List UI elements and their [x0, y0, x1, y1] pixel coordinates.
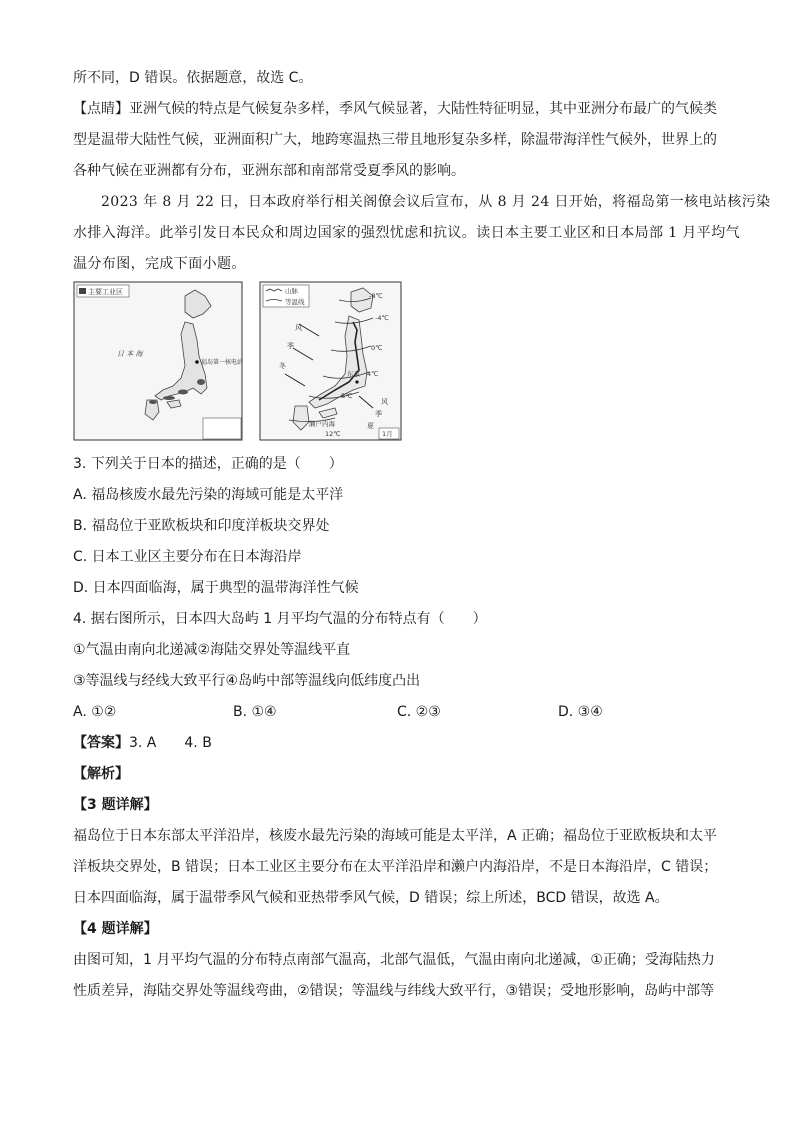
summer-wind-label: 季	[375, 410, 382, 418]
tip-paragraph-line: 型是温带大陆性气候，亚洲面积广大，地跨寒温热三带且地形复杂多样，除温带海洋性气候外，世界上的	[73, 132, 717, 148]
industrial-zone-mark	[178, 390, 188, 395]
answer-line	[73, 733, 212, 753]
isotherm-label: 0℃	[371, 344, 383, 352]
tip-paragraph-line: 各种气候在亚洲都有分布，亚洲东部和南部常受夏季风的影响。	[73, 163, 465, 179]
legend-mountain-label: 山脉	[285, 287, 298, 295]
question-4-statements: ①气温由南向北递减②海陆交界处等温线平直	[73, 642, 351, 658]
detail-4-line: 由图可知，1 月平均气温的分布特点南部气温高，北部气温低，气温由南向北递减，①正确；受海陆热力	[73, 952, 715, 968]
answer-text: 3. A 4. B	[129, 735, 212, 751]
question-3-option-d: D. 日本四面临海，属于典型的温带海洋性气候	[73, 580, 359, 596]
question-3-option-c: C. 日本工业区主要分布在日本海沿岸	[73, 549, 302, 565]
isotherm-label: -8℃	[369, 292, 383, 300]
winter-wind-label: 冬	[279, 362, 286, 370]
isotherm-label: -4℃	[375, 314, 389, 322]
question-4-option-b: B. ①④	[233, 704, 277, 720]
japan-maps-figure	[73, 278, 403, 444]
analysis-heading: 【解析】	[73, 766, 129, 782]
temperature-map	[260, 282, 401, 440]
intro-paragraph-line: 水排入海洋。此举引发日本民众和周边国家的强烈忧虑和抗议。读日本主要工业区和日本局部 1 月平均气	[73, 225, 741, 241]
summer-wind-label: 夏	[367, 422, 374, 430]
winter-wind-label: 季	[287, 342, 294, 350]
question-4-statements: ③等温线与经线大致平行④岛屿中部等温线向低纬度凸出	[73, 673, 421, 689]
detail-3-heading: 【3 题详解】	[73, 797, 158, 813]
industrial-zone-mark	[163, 396, 175, 400]
industrial-zone-map	[74, 282, 243, 440]
fukushima-plant-point	[195, 360, 199, 364]
month-label: 1月	[382, 430, 393, 438]
question-3-option-a: A. 福岛核废水最先污染的海域可能是太平洋	[73, 487, 344, 503]
intro-paragraph-line: 温分布图，完成下面小题。	[73, 256, 246, 272]
industrial-zone-mark	[149, 400, 157, 404]
question-3-option-b: B. 福岛位于亚欧板块和印度洋板块交界处	[73, 518, 330, 534]
legend-isotherm-label: 等温线	[285, 298, 305, 306]
industrial-zone-mark	[197, 379, 205, 385]
question-4-option-c: C. ②③	[397, 704, 441, 720]
isotherm-label: 12℃	[325, 430, 341, 438]
question-4-stem: 4. 据右图所示，日本四大岛屿 1 月平均气温的分布特点有（ ）	[73, 611, 487, 627]
text-line: 所不同，D 错误。依据题意，故选 C。	[73, 70, 313, 86]
question-4-option-d: D. ③④	[558, 704, 603, 720]
answer-label: 【答案】	[73, 735, 129, 751]
detail-4-line: 性质差异，海陆交界处等温线弯曲，②错误；等温线与纬线大致平行，③错误；受地形影响，岛屿中部等	[73, 983, 715, 999]
left-map-inset	[203, 418, 241, 439]
question-4-option-a: A. ①②	[73, 704, 117, 720]
tip-paragraph-line: 【点睛】亚洲气候的特点是气候复杂多样，季风气候显著，大陆性特征明显，其中亚洲分布最广的气候类	[73, 101, 717, 117]
winter-wind-label: 风	[295, 324, 302, 332]
question-3-stem: 3. 下列关于日本的描述，正确的是（ ）	[73, 456, 343, 472]
detail-3-line: 福岛位于日本东部太平洋沿岸，核废水最先污染的海域可能是太平洋，A 正确；福岛位于亚欧板块和太平	[73, 828, 718, 844]
detail-4-heading: 【4 题详解】	[73, 921, 158, 937]
isotherm-label: 8℃	[341, 392, 353, 400]
tokyo-label: 东京	[347, 370, 360, 378]
detail-3-line: 洋板块交界处，B 错误；日本工业区主要分布在太平洋沿岸和濑户内海沿岸，不是日本海沿岸，C 错误；	[73, 859, 718, 875]
fukushima-plant-label: 福岛第一核电站	[201, 359, 244, 366]
intro-paragraph-line: 2023 年 8 月 22 日，日本政府举行相关阁僚会议后宣布，从 8 月 24 日开始，将福岛第一核电站核污染	[101, 194, 771, 210]
tokyo-point	[355, 380, 358, 383]
detail-3-line: 日本四面临海，属于温带季风气候和亚热带季风气候，D 错误；综上所述，BCD 错误，故选 A。	[73, 890, 669, 906]
legend-industrial-label: 主要工业区	[88, 288, 123, 296]
isotherm-label: 4℃	[367, 370, 379, 378]
industrial-zone-legend-swatch	[79, 288, 86, 294]
sea-of-japan-label: 日 本 海	[117, 350, 143, 358]
summer-wind-label: 风	[381, 398, 388, 406]
seto-inland-sea-label: 濑户内海	[309, 420, 335, 428]
